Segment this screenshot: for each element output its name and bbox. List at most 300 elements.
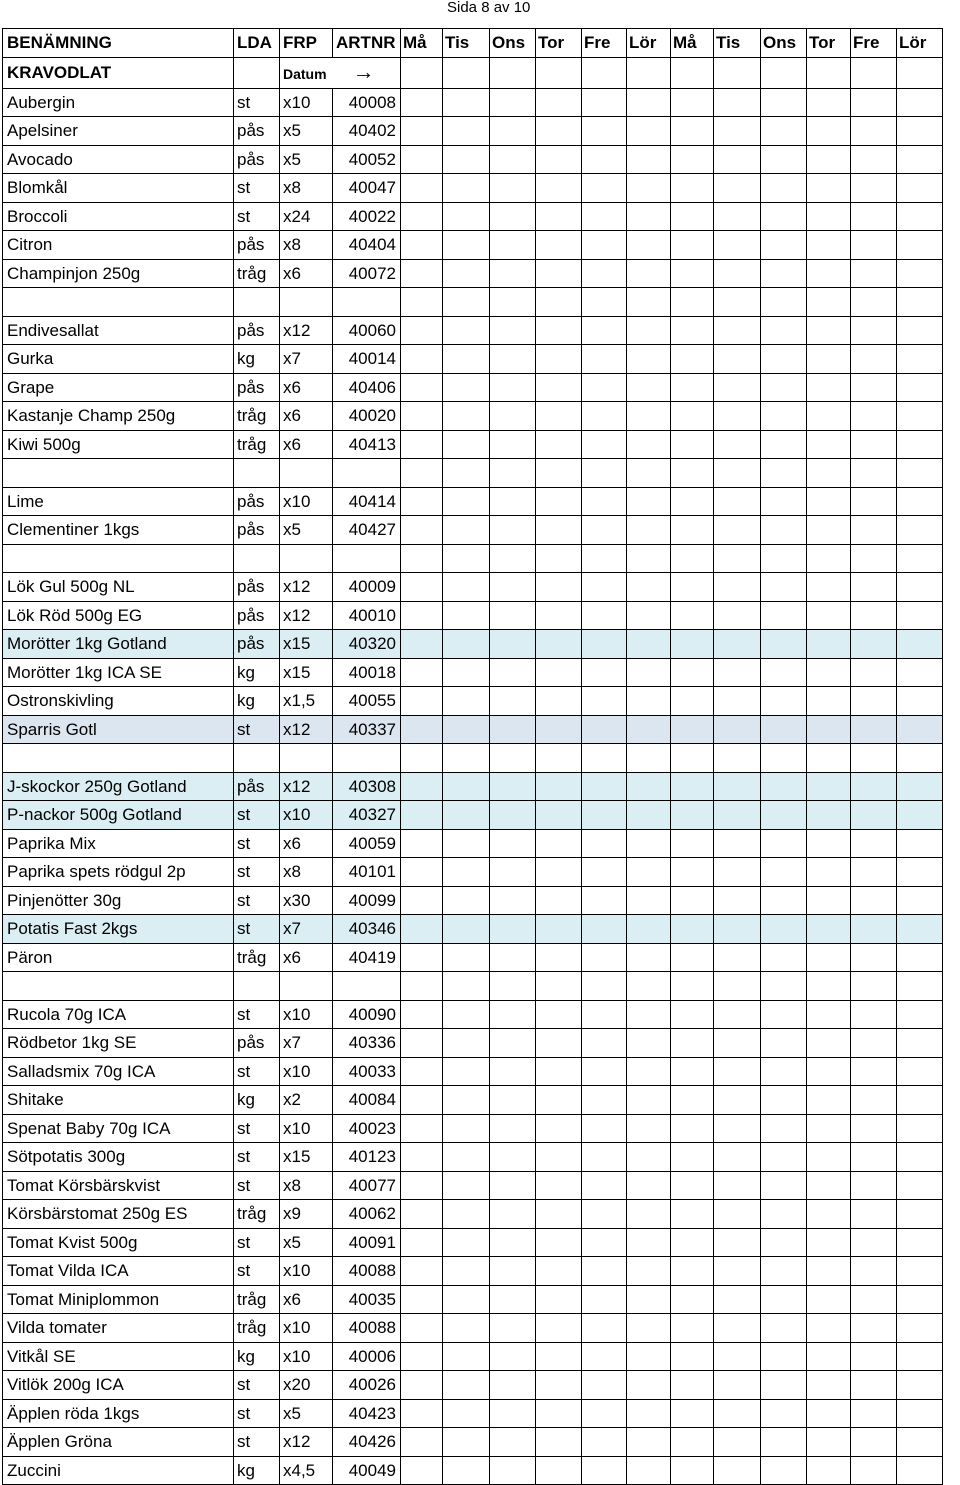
order-quantity-cell[interactable] bbox=[536, 601, 582, 630]
order-quantity-cell[interactable] bbox=[851, 1257, 897, 1286]
order-quantity-cell[interactable] bbox=[807, 1086, 851, 1115]
order-quantity-cell[interactable] bbox=[671, 915, 714, 944]
order-quantity-cell[interactable] bbox=[761, 1086, 807, 1115]
order-quantity-cell[interactable] bbox=[897, 972, 943, 1001]
order-quantity-cell[interactable] bbox=[582, 1428, 627, 1457]
order-quantity-cell[interactable] bbox=[536, 1171, 582, 1200]
order-quantity-cell[interactable] bbox=[761, 1399, 807, 1428]
order-quantity-cell[interactable] bbox=[761, 288, 807, 317]
order-quantity-cell[interactable] bbox=[761, 829, 807, 858]
order-quantity-cell[interactable] bbox=[851, 231, 897, 260]
order-quantity-cell[interactable] bbox=[807, 1399, 851, 1428]
order-quantity-cell[interactable] bbox=[897, 744, 943, 773]
order-quantity-cell[interactable] bbox=[807, 373, 851, 402]
order-quantity-cell[interactable] bbox=[490, 715, 536, 744]
date-cell[interactable] bbox=[714, 57, 761, 88]
order-quantity-cell[interactable] bbox=[761, 772, 807, 801]
order-quantity-cell[interactable] bbox=[536, 1057, 582, 1086]
order-quantity-cell[interactable] bbox=[490, 744, 536, 773]
order-quantity-cell[interactable] bbox=[807, 630, 851, 659]
order-quantity-cell[interactable] bbox=[401, 601, 443, 630]
order-quantity-cell[interactable] bbox=[536, 202, 582, 231]
order-quantity-cell[interactable] bbox=[671, 601, 714, 630]
order-quantity-cell[interactable] bbox=[401, 1371, 443, 1400]
order-quantity-cell[interactable] bbox=[897, 1342, 943, 1371]
order-quantity-cell[interactable] bbox=[897, 1285, 943, 1314]
order-quantity-cell[interactable] bbox=[627, 459, 671, 488]
order-quantity-cell[interactable] bbox=[897, 772, 943, 801]
order-quantity-cell[interactable] bbox=[671, 858, 714, 887]
order-quantity-cell[interactable] bbox=[851, 345, 897, 374]
order-quantity-cell[interactable] bbox=[627, 316, 671, 345]
order-quantity-cell[interactable] bbox=[443, 202, 490, 231]
order-quantity-cell[interactable] bbox=[761, 886, 807, 915]
date-cell[interactable] bbox=[807, 57, 851, 88]
order-quantity-cell[interactable] bbox=[714, 1029, 761, 1058]
order-quantity-cell[interactable] bbox=[714, 117, 761, 146]
order-quantity-cell[interactable] bbox=[714, 1456, 761, 1485]
order-quantity-cell[interactable] bbox=[627, 915, 671, 944]
order-quantity-cell[interactable] bbox=[761, 1428, 807, 1457]
order-quantity-cell[interactable] bbox=[490, 117, 536, 146]
order-quantity-cell[interactable] bbox=[714, 886, 761, 915]
order-quantity-cell[interactable] bbox=[807, 915, 851, 944]
order-quantity-cell[interactable] bbox=[807, 487, 851, 516]
order-quantity-cell[interactable] bbox=[671, 88, 714, 117]
order-quantity-cell[interactable] bbox=[807, 715, 851, 744]
order-quantity-cell[interactable] bbox=[851, 1371, 897, 1400]
order-quantity-cell[interactable] bbox=[582, 1200, 627, 1229]
order-quantity-cell[interactable] bbox=[627, 345, 671, 374]
order-quantity-cell[interactable] bbox=[401, 259, 443, 288]
order-quantity-cell[interactable] bbox=[627, 88, 671, 117]
order-quantity-cell[interactable] bbox=[490, 259, 536, 288]
order-quantity-cell[interactable] bbox=[761, 1314, 807, 1343]
order-quantity-cell[interactable] bbox=[627, 829, 671, 858]
order-quantity-cell[interactable] bbox=[897, 1143, 943, 1172]
order-quantity-cell[interactable] bbox=[627, 117, 671, 146]
order-quantity-cell[interactable] bbox=[582, 687, 627, 716]
order-quantity-cell[interactable] bbox=[627, 858, 671, 887]
order-quantity-cell[interactable] bbox=[401, 915, 443, 944]
order-quantity-cell[interactable] bbox=[897, 1171, 943, 1200]
order-quantity-cell[interactable] bbox=[761, 202, 807, 231]
order-quantity-cell[interactable] bbox=[401, 886, 443, 915]
order-quantity-cell[interactable] bbox=[807, 1228, 851, 1257]
order-quantity-cell[interactable] bbox=[714, 1228, 761, 1257]
order-quantity-cell[interactable] bbox=[807, 174, 851, 203]
order-quantity-cell[interactable] bbox=[490, 174, 536, 203]
order-quantity-cell[interactable] bbox=[536, 772, 582, 801]
date-cell[interactable] bbox=[897, 57, 943, 88]
order-quantity-cell[interactable] bbox=[897, 373, 943, 402]
date-cell[interactable] bbox=[671, 57, 714, 88]
order-quantity-cell[interactable] bbox=[536, 1399, 582, 1428]
order-quantity-cell[interactable] bbox=[536, 1114, 582, 1143]
order-quantity-cell[interactable] bbox=[761, 1285, 807, 1314]
order-quantity-cell[interactable] bbox=[807, 459, 851, 488]
order-quantity-cell[interactable] bbox=[490, 972, 536, 1001]
order-quantity-cell[interactable] bbox=[401, 231, 443, 260]
order-quantity-cell[interactable] bbox=[714, 1171, 761, 1200]
order-quantity-cell[interactable] bbox=[490, 772, 536, 801]
order-quantity-cell[interactable] bbox=[671, 1285, 714, 1314]
order-quantity-cell[interactable] bbox=[714, 715, 761, 744]
order-quantity-cell[interactable] bbox=[897, 430, 943, 459]
order-quantity-cell[interactable] bbox=[714, 1314, 761, 1343]
order-quantity-cell[interactable] bbox=[897, 1200, 943, 1229]
order-quantity-cell[interactable] bbox=[714, 801, 761, 830]
order-quantity-cell[interactable] bbox=[536, 174, 582, 203]
order-quantity-cell[interactable] bbox=[851, 373, 897, 402]
order-quantity-cell[interactable] bbox=[897, 1228, 943, 1257]
order-quantity-cell[interactable] bbox=[671, 829, 714, 858]
order-quantity-cell[interactable] bbox=[582, 487, 627, 516]
order-quantity-cell[interactable] bbox=[536, 430, 582, 459]
order-quantity-cell[interactable] bbox=[761, 516, 807, 545]
order-quantity-cell[interactable] bbox=[807, 1285, 851, 1314]
order-quantity-cell[interactable] bbox=[851, 573, 897, 602]
order-quantity-cell[interactable] bbox=[627, 801, 671, 830]
order-quantity-cell[interactable] bbox=[761, 943, 807, 972]
order-quantity-cell[interactable] bbox=[761, 1371, 807, 1400]
order-quantity-cell[interactable] bbox=[671, 1200, 714, 1229]
order-quantity-cell[interactable] bbox=[443, 459, 490, 488]
order-quantity-cell[interactable] bbox=[897, 658, 943, 687]
order-quantity-cell[interactable] bbox=[582, 1029, 627, 1058]
order-quantity-cell[interactable] bbox=[443, 1399, 490, 1428]
order-quantity-cell[interactable] bbox=[761, 88, 807, 117]
order-quantity-cell[interactable] bbox=[401, 345, 443, 374]
order-quantity-cell[interactable] bbox=[897, 886, 943, 915]
order-quantity-cell[interactable] bbox=[851, 715, 897, 744]
order-quantity-cell[interactable] bbox=[714, 259, 761, 288]
order-quantity-cell[interactable] bbox=[627, 658, 671, 687]
order-quantity-cell[interactable] bbox=[627, 1371, 671, 1400]
order-quantity-cell[interactable] bbox=[807, 687, 851, 716]
order-quantity-cell[interactable] bbox=[490, 145, 536, 174]
order-quantity-cell[interactable] bbox=[490, 430, 536, 459]
order-quantity-cell[interactable] bbox=[671, 1314, 714, 1343]
order-quantity-cell[interactable] bbox=[443, 1314, 490, 1343]
order-quantity-cell[interactable] bbox=[443, 516, 490, 545]
order-quantity-cell[interactable] bbox=[851, 174, 897, 203]
order-quantity-cell[interactable] bbox=[582, 1228, 627, 1257]
order-quantity-cell[interactable] bbox=[807, 345, 851, 374]
order-quantity-cell[interactable] bbox=[714, 430, 761, 459]
order-quantity-cell[interactable] bbox=[807, 886, 851, 915]
order-quantity-cell[interactable] bbox=[627, 772, 671, 801]
order-quantity-cell[interactable] bbox=[536, 1000, 582, 1029]
order-quantity-cell[interactable] bbox=[897, 687, 943, 716]
order-quantity-cell[interactable] bbox=[761, 259, 807, 288]
order-quantity-cell[interactable] bbox=[851, 1086, 897, 1115]
order-quantity-cell[interactable] bbox=[761, 1143, 807, 1172]
order-quantity-cell[interactable] bbox=[401, 744, 443, 773]
order-quantity-cell[interactable] bbox=[714, 772, 761, 801]
order-quantity-cell[interactable] bbox=[401, 88, 443, 117]
order-quantity-cell[interactable] bbox=[627, 573, 671, 602]
order-quantity-cell[interactable] bbox=[582, 601, 627, 630]
order-quantity-cell[interactable] bbox=[536, 459, 582, 488]
order-quantity-cell[interactable] bbox=[851, 259, 897, 288]
order-quantity-cell[interactable] bbox=[443, 1285, 490, 1314]
order-quantity-cell[interactable] bbox=[536, 402, 582, 431]
order-quantity-cell[interactable] bbox=[851, 1428, 897, 1457]
order-quantity-cell[interactable] bbox=[851, 487, 897, 516]
order-quantity-cell[interactable] bbox=[897, 145, 943, 174]
order-quantity-cell[interactable] bbox=[807, 1456, 851, 1485]
order-quantity-cell[interactable] bbox=[490, 1342, 536, 1371]
order-quantity-cell[interactable] bbox=[671, 1171, 714, 1200]
order-quantity-cell[interactable] bbox=[443, 1086, 490, 1115]
order-quantity-cell[interactable] bbox=[443, 373, 490, 402]
order-quantity-cell[interactable] bbox=[490, 886, 536, 915]
order-quantity-cell[interactable] bbox=[627, 288, 671, 317]
order-quantity-cell[interactable] bbox=[807, 117, 851, 146]
order-quantity-cell[interactable] bbox=[851, 744, 897, 773]
order-quantity-cell[interactable] bbox=[582, 259, 627, 288]
order-quantity-cell[interactable] bbox=[582, 316, 627, 345]
order-quantity-cell[interactable] bbox=[490, 1057, 536, 1086]
order-quantity-cell[interactable] bbox=[761, 1029, 807, 1058]
order-quantity-cell[interactable] bbox=[714, 316, 761, 345]
order-quantity-cell[interactable] bbox=[490, 1029, 536, 1058]
order-quantity-cell[interactable] bbox=[536, 573, 582, 602]
order-quantity-cell[interactable] bbox=[490, 1000, 536, 1029]
order-quantity-cell[interactable] bbox=[897, 1086, 943, 1115]
order-quantity-cell[interactable] bbox=[582, 972, 627, 1001]
order-quantity-cell[interactable] bbox=[443, 1057, 490, 1086]
order-quantity-cell[interactable] bbox=[401, 145, 443, 174]
order-quantity-cell[interactable] bbox=[443, 601, 490, 630]
order-quantity-cell[interactable] bbox=[627, 1257, 671, 1286]
order-quantity-cell[interactable] bbox=[536, 715, 582, 744]
order-quantity-cell[interactable] bbox=[671, 1086, 714, 1115]
order-quantity-cell[interactable] bbox=[851, 316, 897, 345]
order-quantity-cell[interactable] bbox=[443, 288, 490, 317]
order-quantity-cell[interactable] bbox=[714, 1257, 761, 1286]
order-quantity-cell[interactable] bbox=[536, 630, 582, 659]
order-quantity-cell[interactable] bbox=[671, 345, 714, 374]
order-quantity-cell[interactable] bbox=[851, 402, 897, 431]
order-quantity-cell[interactable] bbox=[490, 1371, 536, 1400]
order-quantity-cell[interactable] bbox=[714, 858, 761, 887]
order-quantity-cell[interactable] bbox=[536, 259, 582, 288]
order-quantity-cell[interactable] bbox=[851, 1200, 897, 1229]
order-quantity-cell[interactable] bbox=[851, 801, 897, 830]
order-quantity-cell[interactable] bbox=[443, 117, 490, 146]
order-quantity-cell[interactable] bbox=[714, 1057, 761, 1086]
order-quantity-cell[interactable] bbox=[401, 972, 443, 1001]
order-quantity-cell[interactable] bbox=[627, 174, 671, 203]
order-quantity-cell[interactable] bbox=[897, 1114, 943, 1143]
order-quantity-cell[interactable] bbox=[714, 1399, 761, 1428]
order-quantity-cell[interactable] bbox=[582, 573, 627, 602]
order-quantity-cell[interactable] bbox=[897, 829, 943, 858]
order-quantity-cell[interactable] bbox=[761, 345, 807, 374]
order-quantity-cell[interactable] bbox=[582, 402, 627, 431]
order-quantity-cell[interactable] bbox=[490, 858, 536, 887]
order-quantity-cell[interactable] bbox=[671, 744, 714, 773]
date-cell[interactable] bbox=[490, 57, 536, 88]
order-quantity-cell[interactable] bbox=[401, 1228, 443, 1257]
order-quantity-cell[interactable] bbox=[851, 117, 897, 146]
order-quantity-cell[interactable] bbox=[807, 658, 851, 687]
order-quantity-cell[interactable] bbox=[671, 687, 714, 716]
order-quantity-cell[interactable] bbox=[714, 573, 761, 602]
order-quantity-cell[interactable] bbox=[582, 1314, 627, 1343]
order-quantity-cell[interactable] bbox=[807, 1428, 851, 1457]
order-quantity-cell[interactable] bbox=[443, 1200, 490, 1229]
order-quantity-cell[interactable] bbox=[627, 544, 671, 573]
order-quantity-cell[interactable] bbox=[443, 1257, 490, 1286]
order-quantity-cell[interactable] bbox=[714, 544, 761, 573]
order-quantity-cell[interactable] bbox=[761, 1228, 807, 1257]
order-quantity-cell[interactable] bbox=[851, 658, 897, 687]
order-quantity-cell[interactable] bbox=[582, 145, 627, 174]
order-quantity-cell[interactable] bbox=[851, 972, 897, 1001]
order-quantity-cell[interactable] bbox=[443, 1428, 490, 1457]
order-quantity-cell[interactable] bbox=[582, 288, 627, 317]
order-quantity-cell[interactable] bbox=[761, 601, 807, 630]
order-quantity-cell[interactable] bbox=[536, 886, 582, 915]
order-quantity-cell[interactable] bbox=[443, 487, 490, 516]
order-quantity-cell[interactable] bbox=[536, 373, 582, 402]
order-quantity-cell[interactable] bbox=[536, 487, 582, 516]
order-quantity-cell[interactable] bbox=[582, 1285, 627, 1314]
order-quantity-cell[interactable] bbox=[582, 801, 627, 830]
order-quantity-cell[interactable] bbox=[490, 1428, 536, 1457]
order-quantity-cell[interactable] bbox=[897, 1371, 943, 1400]
order-quantity-cell[interactable] bbox=[443, 145, 490, 174]
order-quantity-cell[interactable] bbox=[490, 658, 536, 687]
order-quantity-cell[interactable] bbox=[627, 601, 671, 630]
order-quantity-cell[interactable] bbox=[401, 402, 443, 431]
order-quantity-cell[interactable] bbox=[761, 174, 807, 203]
order-quantity-cell[interactable] bbox=[714, 1371, 761, 1400]
order-quantity-cell[interactable] bbox=[582, 829, 627, 858]
date-cell[interactable] bbox=[401, 57, 443, 88]
order-quantity-cell[interactable] bbox=[851, 1456, 897, 1485]
order-quantity-cell[interactable] bbox=[714, 202, 761, 231]
order-quantity-cell[interactable] bbox=[536, 1086, 582, 1115]
order-quantity-cell[interactable] bbox=[490, 88, 536, 117]
order-quantity-cell[interactable] bbox=[807, 573, 851, 602]
order-quantity-cell[interactable] bbox=[582, 915, 627, 944]
order-quantity-cell[interactable] bbox=[627, 1029, 671, 1058]
order-quantity-cell[interactable] bbox=[761, 231, 807, 260]
order-quantity-cell[interactable] bbox=[401, 1428, 443, 1457]
order-quantity-cell[interactable] bbox=[714, 829, 761, 858]
order-quantity-cell[interactable] bbox=[490, 573, 536, 602]
order-quantity-cell[interactable] bbox=[536, 345, 582, 374]
order-quantity-cell[interactable] bbox=[443, 972, 490, 1001]
order-quantity-cell[interactable] bbox=[714, 943, 761, 972]
order-quantity-cell[interactable] bbox=[714, 1428, 761, 1457]
order-quantity-cell[interactable] bbox=[897, 487, 943, 516]
order-quantity-cell[interactable] bbox=[536, 1029, 582, 1058]
order-quantity-cell[interactable] bbox=[443, 630, 490, 659]
order-quantity-cell[interactable] bbox=[897, 516, 943, 545]
order-quantity-cell[interactable] bbox=[401, 630, 443, 659]
order-quantity-cell[interactable] bbox=[714, 601, 761, 630]
order-quantity-cell[interactable] bbox=[582, 1456, 627, 1485]
order-quantity-cell[interactable] bbox=[401, 459, 443, 488]
order-quantity-cell[interactable] bbox=[536, 544, 582, 573]
order-quantity-cell[interactable] bbox=[897, 1428, 943, 1457]
order-quantity-cell[interactable] bbox=[627, 145, 671, 174]
order-quantity-cell[interactable] bbox=[627, 1428, 671, 1457]
order-quantity-cell[interactable] bbox=[671, 402, 714, 431]
order-quantity-cell[interactable] bbox=[897, 459, 943, 488]
order-quantity-cell[interactable] bbox=[897, 117, 943, 146]
order-quantity-cell[interactable] bbox=[897, 1000, 943, 1029]
order-quantity-cell[interactable] bbox=[897, 858, 943, 887]
order-quantity-cell[interactable] bbox=[851, 459, 897, 488]
order-quantity-cell[interactable] bbox=[490, 1399, 536, 1428]
order-quantity-cell[interactable] bbox=[627, 516, 671, 545]
order-quantity-cell[interactable] bbox=[761, 459, 807, 488]
order-quantity-cell[interactable] bbox=[536, 829, 582, 858]
order-quantity-cell[interactable] bbox=[761, 1171, 807, 1200]
order-quantity-cell[interactable] bbox=[761, 1200, 807, 1229]
order-quantity-cell[interactable] bbox=[627, 1086, 671, 1115]
order-quantity-cell[interactable] bbox=[582, 715, 627, 744]
order-quantity-cell[interactable] bbox=[582, 459, 627, 488]
order-quantity-cell[interactable] bbox=[851, 1314, 897, 1343]
order-quantity-cell[interactable] bbox=[807, 829, 851, 858]
order-quantity-cell[interactable] bbox=[443, 259, 490, 288]
order-quantity-cell[interactable] bbox=[582, 630, 627, 659]
order-quantity-cell[interactable] bbox=[490, 1228, 536, 1257]
order-quantity-cell[interactable] bbox=[582, 430, 627, 459]
order-quantity-cell[interactable] bbox=[490, 943, 536, 972]
order-quantity-cell[interactable] bbox=[714, 145, 761, 174]
order-quantity-cell[interactable] bbox=[401, 1285, 443, 1314]
order-quantity-cell[interactable] bbox=[582, 1399, 627, 1428]
order-quantity-cell[interactable] bbox=[627, 1314, 671, 1343]
order-quantity-cell[interactable] bbox=[671, 145, 714, 174]
order-quantity-cell[interactable] bbox=[401, 772, 443, 801]
order-quantity-cell[interactable] bbox=[582, 1000, 627, 1029]
order-quantity-cell[interactable] bbox=[714, 1200, 761, 1229]
order-quantity-cell[interactable] bbox=[671, 1057, 714, 1086]
order-quantity-cell[interactable] bbox=[671, 1143, 714, 1172]
order-quantity-cell[interactable] bbox=[536, 288, 582, 317]
order-quantity-cell[interactable] bbox=[401, 658, 443, 687]
order-quantity-cell[interactable] bbox=[401, 1171, 443, 1200]
order-quantity-cell[interactable] bbox=[671, 174, 714, 203]
order-quantity-cell[interactable] bbox=[671, 573, 714, 602]
order-quantity-cell[interactable] bbox=[761, 1057, 807, 1086]
order-quantity-cell[interactable] bbox=[851, 516, 897, 545]
order-quantity-cell[interactable] bbox=[582, 1114, 627, 1143]
order-quantity-cell[interactable] bbox=[401, 573, 443, 602]
order-quantity-cell[interactable] bbox=[671, 1114, 714, 1143]
date-cell[interactable] bbox=[536, 57, 582, 88]
order-quantity-cell[interactable] bbox=[401, 1086, 443, 1115]
order-quantity-cell[interactable] bbox=[714, 88, 761, 117]
order-quantity-cell[interactable] bbox=[401, 1029, 443, 1058]
order-quantity-cell[interactable] bbox=[671, 288, 714, 317]
order-quantity-cell[interactable] bbox=[627, 259, 671, 288]
order-quantity-cell[interactable] bbox=[671, 544, 714, 573]
order-quantity-cell[interactable] bbox=[671, 117, 714, 146]
order-quantity-cell[interactable] bbox=[851, 145, 897, 174]
order-quantity-cell[interactable] bbox=[897, 288, 943, 317]
order-quantity-cell[interactable] bbox=[851, 544, 897, 573]
